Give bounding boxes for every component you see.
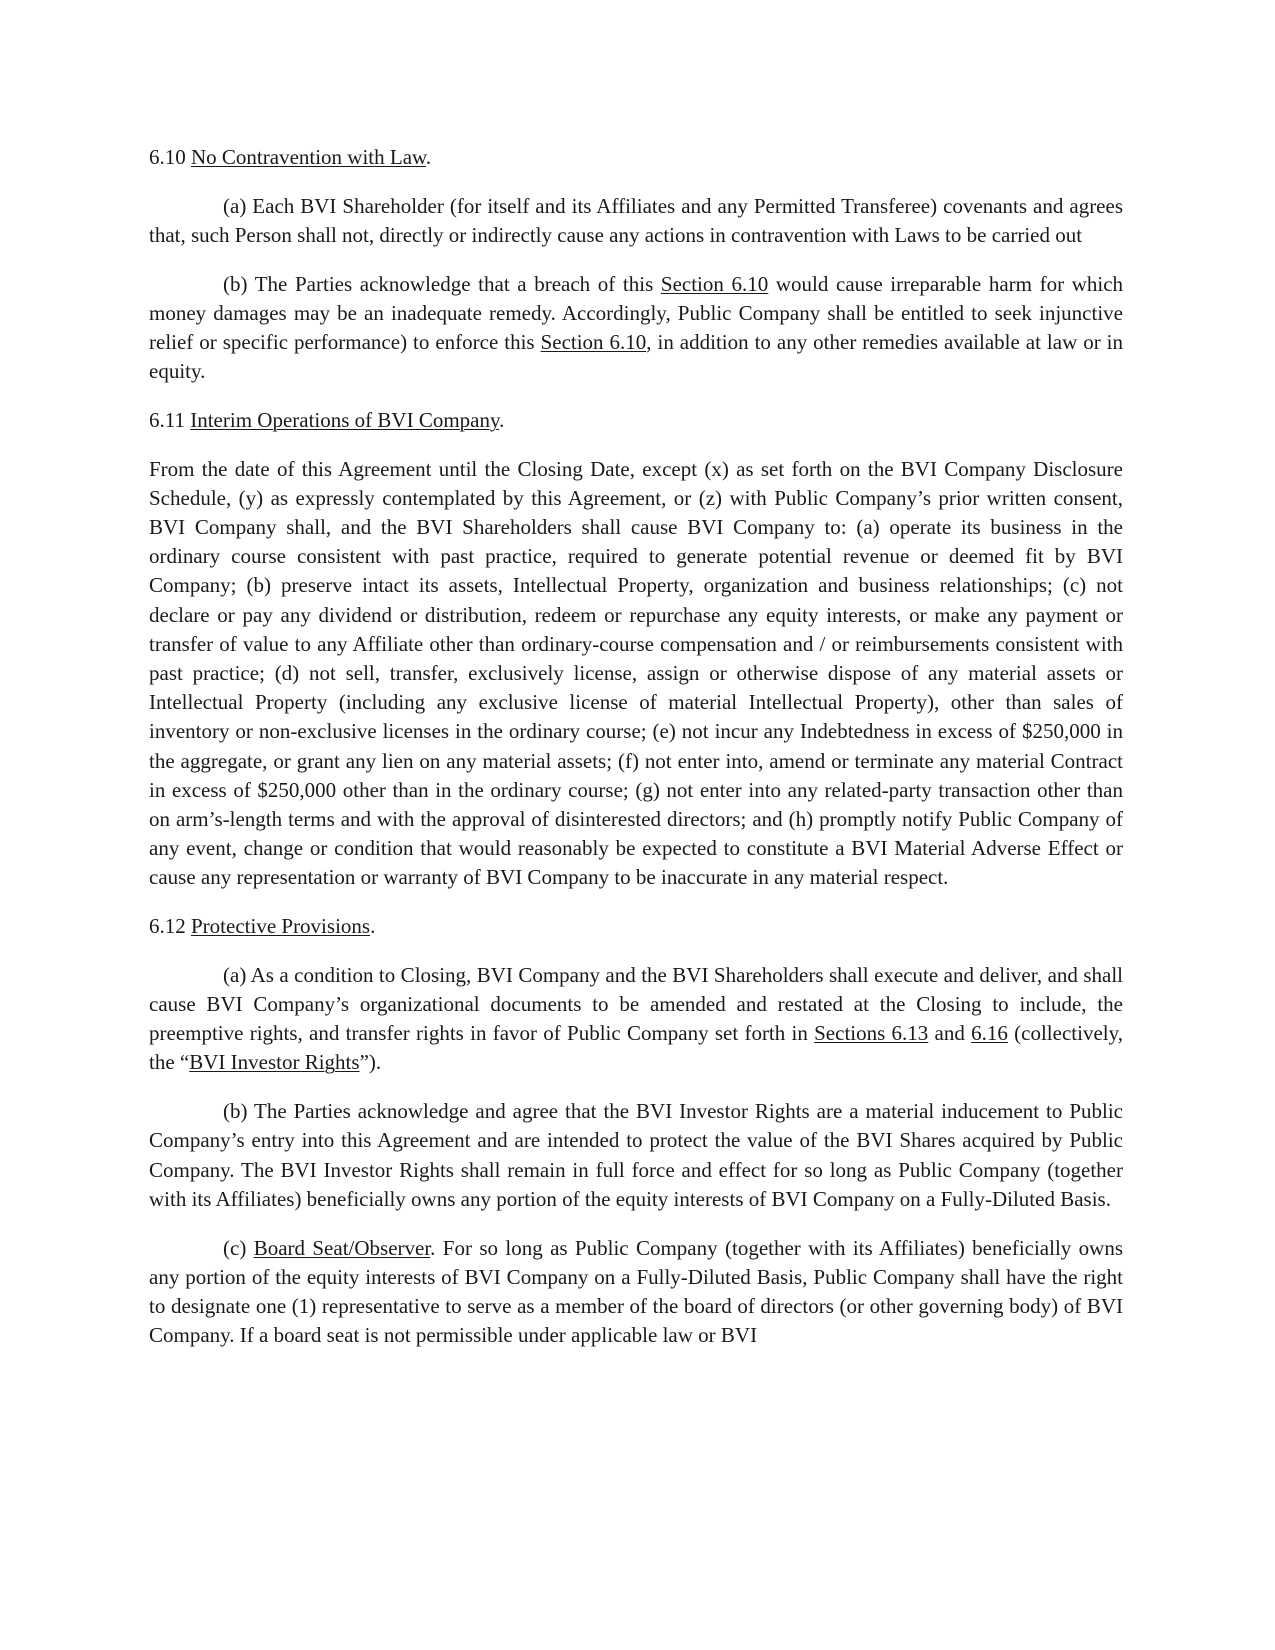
text-run: (a) As a condition to Closing, BVI Company and the BVI Shareholders shall execute and deliver, and shall cause BVI Company’s organizational documents to be amended and restated at the Closing to include, the preemptive rights, and transfer rights in favor of Public Company set forth in bbox=[149, 962, 1123, 1046]
section-6-12-heading: 6.12 Protective Provisions. bbox=[149, 914, 376, 939]
text-run: , in addition to any other remedies available at law or in equity. bbox=[149, 330, 1123, 384]
section-6-10-b bbox=[149, 270, 1123, 387]
section-6-10-a: (a) Each BVI Shareholder (for itself and its Affiliates and any Permitted Transferee) covenants and agrees that, such Person shall not, directly or indirectly cause any actions in contravention with Laws to be carried out bbox=[149, 193, 1123, 247]
defined-term: BVI Investor Rights bbox=[189, 1050, 360, 1075]
cross-reference: Sections 6.13 bbox=[814, 1021, 929, 1046]
subsection-title: Board Seat/Observer bbox=[253, 1235, 431, 1260]
text-run: would cause irreparable harm for which money damages may be an inadequate remedy. Accordingly, Public Company shall be entitled to seek injunctive relief or specific performance) to enforce this bbox=[149, 271, 1124, 355]
text-run: ”). bbox=[359, 1050, 382, 1075]
text-run: (b) The Parties acknowledge that a breach of this bbox=[223, 271, 661, 296]
text-run: (collectively, the “ bbox=[149, 1021, 1123, 1075]
section-title: Interim Operations of BVI Company bbox=[190, 407, 500, 432]
section-6-12-b: (b) The Parties acknowledge and agree that the BVI Investor Rights are a material inducement to Public Company’s entry into this Agreement and are intended to protect the value of the BVI Shares acquired by Public Company. The BVI Investor Rights shall remain in full force and effect for so long as Public Company (together with its Affiliates) beneficially owns any portion of the equity interests of BVI Company on a Fully-Diluted Basis. bbox=[149, 1099, 1123, 1211]
section-6-12-c bbox=[149, 1234, 1123, 1351]
section-number: 6.12 bbox=[149, 914, 186, 939]
document-page bbox=[149, 143, 1123, 1370]
text-run: and bbox=[928, 1021, 972, 1046]
section-6-10-heading: 6.10 No Contravention with Law. bbox=[149, 145, 432, 169]
section-number: 6.10 bbox=[149, 145, 186, 169]
cross-reference: Section 6.10 bbox=[660, 271, 769, 296]
section-number: 6.11 bbox=[149, 407, 185, 432]
section-title: No Contravention with Law bbox=[191, 145, 426, 169]
section-title: Protective Provisions bbox=[191, 914, 371, 939]
text-run: (c) bbox=[223, 1235, 254, 1260]
section-6-12-a bbox=[149, 961, 1123, 1078]
text-run: . For so long as Public Company (together with its Affiliates) beneficially owns any portion of the equity interests of BVI Company on a Fully-Diluted Basis, Public Company shall have the right to designate one (1) representative to serve as a member of the board of directors (or other governing body) of BVI Company. If a board seat is not permissible under applicable law or BVI bbox=[149, 1235, 1124, 1348]
section-6-11-heading: 6.11 Interim Operations of BVI Company. bbox=[149, 407, 505, 432]
cross-reference: 6.16 bbox=[971, 1021, 1008, 1046]
section-6-11-body: From the date of this Agreement until the Closing Date, except (x) as set forth on the BVI Company Disclosure Schedule, (y) as expressly contemplated by this Agreement, or (z) with Public Company’s prior written consent, BVI Company shall, and the BVI Shareholders shall cause BVI Company to: (a) operate its business in the ordinary course consistent with past practice, required to generate potential revenue or deemed fit by BVI Company; (b) preserve intact its assets, Intellectual Property, organization and business relationships; (c) not declare or pay any dividend or distribution, redeem or repurchase any equity interests, or make any payment or transfer of value to any Affiliate other than ordinary-course compensation and / or reimbursements consistent with past practice; (d) not sell, transfer, exclusively license, assign or otherwise dispose of any material assets or Intellectual Property (including any exclusive license of material Intellectual Property), other than sales of inventory or non-exclusive licenses in the ordinary course; (e) not incur any Indebtedness in excess of $250,000 in the aggregate, or grant any lien on any material assets; (f) not enter into, amend or terminate any material Contract in excess of $250,000 other than in the ordinary course; (g) not enter into any related-party transaction other than on arm’s-length terms and with the approval of disinterested directors; and (h) promptly notify Public Company of any event, change or condition that would reasonably be expected to constitute a BVI Material Adverse Effect or cause any representation or warranty of BVI Company to be inaccurate in any material respect. bbox=[149, 456, 1123, 890]
cross-reference: Section 6.10 bbox=[540, 330, 647, 355]
